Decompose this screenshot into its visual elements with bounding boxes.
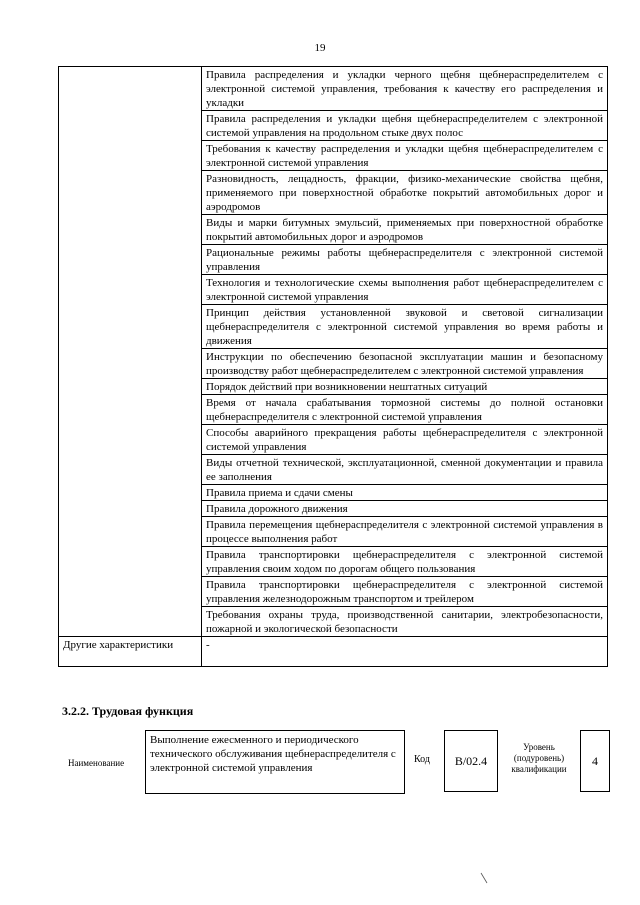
table-row: [59, 637, 608, 667]
level-label: Уровень (подуровень) квалификации: [511, 742, 567, 774]
requirement-cell: Требования охраны труда, производственной санитарии, электробезопасности, пожарной и экологической безопасности: [202, 607, 608, 637]
level-value-box: [580, 730, 610, 792]
name-value-box: [145, 730, 405, 794]
code-value: B/02.4: [454, 753, 488, 768]
requirement-cell: Виды и марки битумных эмульсий, применяемых при поверхностной обработке покрытий автомобильных дорог и аэродромов: [202, 215, 608, 245]
requirement-cell: Требования к качеству распределения и укладки щебня щебнераспределителем с электронной системой управления: [202, 141, 608, 171]
requirement-cell: Правила приема и сдачи смены: [202, 485, 608, 501]
requirement-cell: Правила транспортировки щебнераспределителя с электронной системой управления железнодорожным транспортом и трейлером: [202, 577, 608, 607]
requirement-cell: Правила распределения и укладки щебня щебнераспределителем с электронной системой управления на продольном стыке двух полос: [202, 111, 608, 141]
table-row: [59, 67, 608, 111]
page-number: 19: [314, 42, 326, 54]
code-label: Код: [414, 754, 430, 765]
labor-function-header: [0, 728, 640, 798]
other-characteristics-value: -: [202, 637, 608, 667]
stray-mark: [480, 872, 488, 884]
requirement-cell: Разновидность, лещадность, фракции, физико-механические свойства щебня, применяемого при поверхностной обработке покрытий автомобильных дорог и аэродромов: [202, 171, 608, 215]
requirement-cell: Инструкции по обеспечению безопасной эксплуатации машин и безопасному производству работ щебнераспределителем с электронной системой управления: [202, 349, 608, 379]
section-title: 3.2.2. Трудовая функция: [62, 704, 194, 718]
requirements-table: [58, 66, 608, 667]
requirement-cell: Порядок действий при возникновении нештатных ситуаций: [202, 379, 608, 395]
requirement-cell: Правила перемещения щебнераспределителя с электронной системой управления в процессе выполнения работ: [202, 517, 608, 547]
name-label: Наименование: [68, 758, 125, 768]
requirement-cell: Правила транспортировки щебнераспределителя с электронной системой управления своим ходом по дорогам общего пользования: [202, 547, 608, 577]
requirement-cell: Способы аварийного прекращения работы щебнераспределителя с электронной системой управления: [202, 425, 608, 455]
requirement-cell: Рациональные режимы работы щебнераспределителя с электронной системой управления: [202, 245, 608, 275]
name-value: Выполнение ежесменного и периодического технического обслуживания щебнераспределителя с электронной системой управления: [150, 734, 396, 774]
requirement-cell: Принцип действия установленной звуковой и световой сигнализации щебнераспределителя с электронной системой управления во время работы и движения: [202, 305, 608, 349]
row-header-empty: [59, 67, 202, 637]
code-value-box: [444, 730, 498, 792]
requirement-cell: Виды отчетной технической, эксплуатационной, сменной документации и правила ее заполнения: [202, 455, 608, 485]
requirement-cell: Время от начала срабатывания тормозной системы до полной остановки щебнераспределителя с электронной системой управления: [202, 395, 608, 425]
requirement-cell: Технология и технологические схемы выполнения работ щебнераспределителем с электронной системой управления: [202, 275, 608, 305]
other-characteristics-label: Другие характеристики: [59, 637, 202, 667]
requirement-cell: Правила дорожного движения: [202, 501, 608, 517]
level-value: 4: [592, 753, 598, 768]
requirement-cell: Правила распределения и укладки черного щебня щебнераспределителем с электронной системой управления, требования к качеству его распределения и укладки: [202, 67, 608, 111]
